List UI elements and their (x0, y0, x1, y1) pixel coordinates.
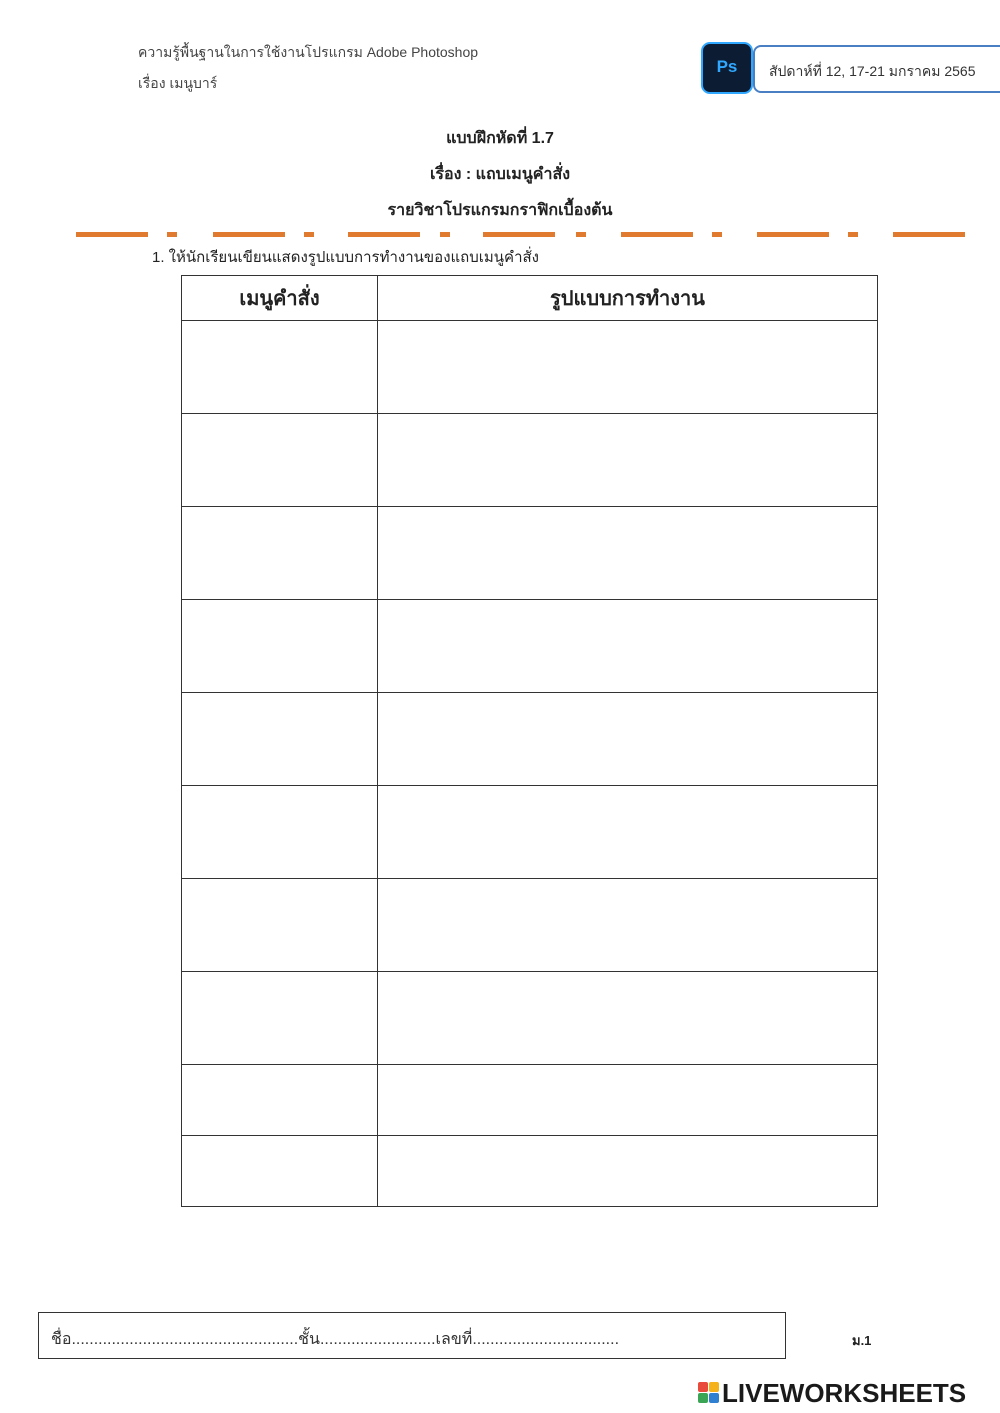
week-info: สัปดาห์ที่ 12, 17-21 มกราคม 2565 (769, 63, 976, 79)
divider-segment (848, 232, 858, 237)
liveworksheets-text: LIVEWORKSHEETS (722, 1378, 967, 1408)
table-row (182, 1136, 878, 1207)
function-cell[interactable] (378, 600, 878, 693)
menu-command-cell[interactable] (182, 879, 378, 972)
course-title: ความรู้พื้นฐานในการใช้งานโปรแกรม Adobe Photoshop (138, 44, 479, 60)
menu-table (181, 275, 878, 1207)
menu-command-cell[interactable] (182, 507, 378, 600)
function-cell[interactable] (378, 507, 878, 600)
function-cell[interactable] (378, 786, 878, 879)
divider-segment (621, 232, 693, 237)
function-cell[interactable] (378, 879, 878, 972)
menu-command-cell[interactable] (182, 1136, 378, 1207)
menu-command-cell[interactable] (182, 321, 378, 414)
header-menu-command: เมนูคำสั่ง (182, 276, 378, 321)
divider-segment (483, 232, 555, 237)
divider-segment (757, 232, 829, 237)
topic-title: เรื่อง เมนูบาร์ (138, 75, 218, 91)
menu-command-cell[interactable] (182, 414, 378, 507)
menu-command-cell[interactable] (182, 1065, 378, 1136)
menu-command-cell[interactable] (182, 600, 378, 693)
exercise-title: แบบฝึกหัดที่ 1.7 (446, 130, 554, 147)
divider-segment (304, 232, 314, 237)
instruction-text: 1. ให้นักเรียนเขียนแสดงรูปแบบการทำงานของแถบเมนูคำสั่ง (152, 249, 539, 266)
student-info-box[interactable] (38, 1312, 786, 1359)
divider-segment (76, 232, 148, 237)
function-cell[interactable] (378, 414, 878, 507)
divider-segment (712, 232, 722, 237)
student-info-line: ชื่อ...................................................ชั้น..........................เลขที่................................. (51, 1331, 620, 1348)
divider-segment (893, 232, 965, 237)
menu-command-cell[interactable] (182, 786, 378, 879)
function-cell[interactable] (378, 972, 878, 1065)
table-row (182, 693, 878, 786)
liveworksheets-logo-icon (698, 1382, 720, 1404)
week-info-box (753, 45, 1000, 93)
menu-command-cell[interactable] (182, 693, 378, 786)
divider-segment (440, 232, 450, 237)
table-row (182, 972, 878, 1065)
table-row (182, 600, 878, 693)
table-row (182, 1065, 878, 1136)
subject-title: เรื่อง : แถบเมนูคำสั่ง (429, 166, 571, 183)
table-row (182, 414, 878, 507)
function-cell[interactable] (378, 1136, 878, 1207)
divider-segment (576, 232, 586, 237)
table-row (182, 321, 878, 414)
header-function: รูปแบบการทำงาน (378, 276, 878, 321)
menu-command-cell[interactable] (182, 972, 378, 1065)
table-header-row (182, 276, 878, 321)
photoshop-logo-text: Ps (716, 57, 738, 76)
function-cell[interactable] (378, 693, 878, 786)
table-row (182, 786, 878, 879)
divider-segment (213, 232, 285, 237)
function-cell[interactable] (378, 321, 878, 414)
course-name: รายวิชาโปรแกรมกราฟิกเบื้องต้น (387, 202, 613, 219)
divider-segment (348, 232, 420, 237)
table-row (182, 507, 878, 600)
divider-segment (167, 232, 177, 237)
photoshop-logo-icon (701, 42, 753, 94)
function-cell[interactable] (378, 1065, 878, 1136)
grade-label: ม.1 (852, 1333, 872, 1348)
table-row (182, 879, 878, 972)
